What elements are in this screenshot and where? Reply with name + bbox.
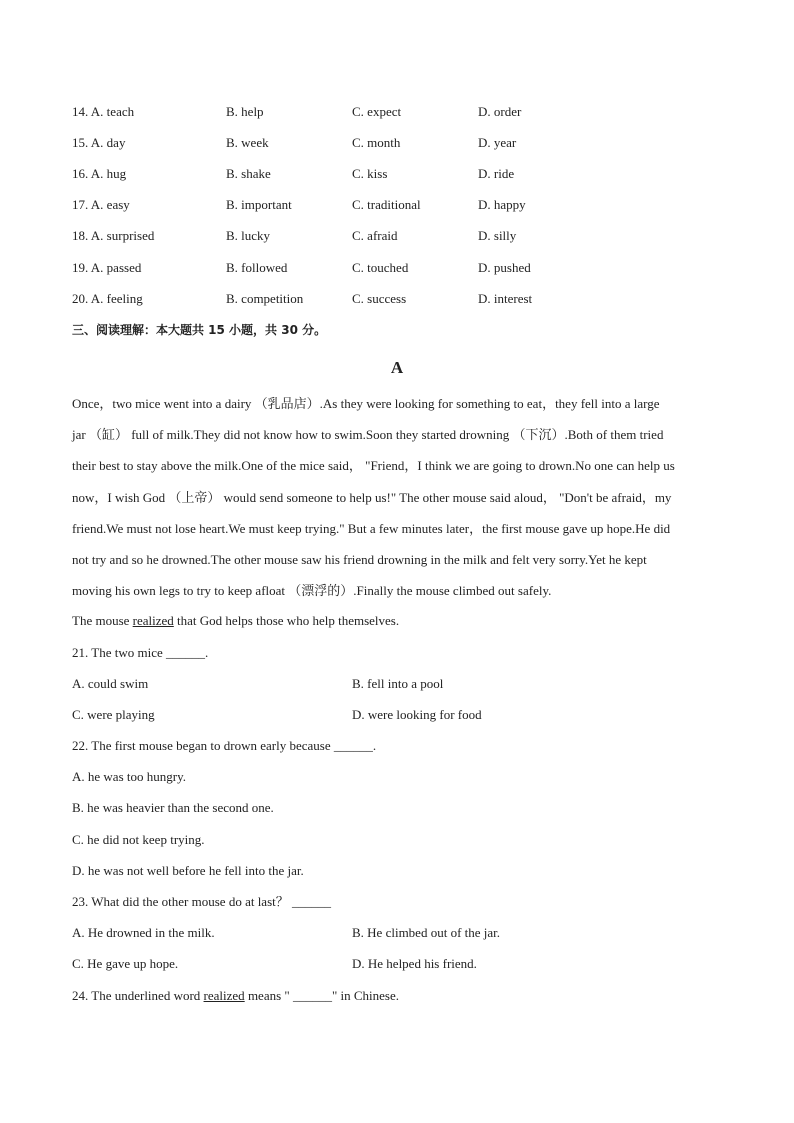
- option-c: C. He gave up hope.: [72, 956, 179, 971]
- passage-line: now，I wish God （上帝） would send someone to help us!" The other mouse said aloud， "Don't be afraid，my: [72, 489, 672, 505]
- question-21-stem: 21. The two mice ______.: [72, 645, 209, 660]
- question-23-stem: 23. What did the other mouse do at last？ ______: [72, 894, 331, 909]
- passage-body: [72, 388, 724, 606]
- underlined-word: realized: [132, 613, 174, 628]
- question-24-stem: 24. The underlined word realized means " ______" in Chinese.: [72, 988, 400, 1003]
- section-heading: 三、阅读理解：本大题共 15 小题，共 30 分。: [72, 323, 327, 337]
- option-a: 18. A. surprised: [72, 228, 155, 243]
- option-a: 16. A. hug: [72, 166, 127, 181]
- option-b: B. fell into a pool: [352, 676, 444, 691]
- option-c: C. he did not keep trying.: [72, 832, 205, 847]
- passage-line: moving his own legs to try to keep afloat （漂浮的）.Finally the mouse climbed out safely.: [72, 583, 552, 599]
- passage-line: friend.We must not lose heart.We must keep trying." But a few minutes later，the first mouse gave up hope.He did: [72, 520, 671, 536]
- option-d: D. He helped his friend.: [352, 956, 477, 971]
- option-c: C. expect: [352, 104, 402, 119]
- option-a: 20. A. feeling: [72, 291, 143, 306]
- option-d: D. pushed: [478, 260, 531, 275]
- option-a: 15. A. day: [72, 135, 126, 150]
- option-b: B. shake: [226, 166, 271, 181]
- option-a: 14. A. teach: [72, 104, 135, 119]
- option-c: C. kiss: [352, 166, 388, 181]
- passage-line: jar （缸） full of milk.They did not know how to swim.Soon they started drowning （下沉）.Both of them tried: [72, 427, 664, 443]
- option-d: D. ride: [478, 166, 515, 181]
- option-c: C. touched: [352, 260, 409, 275]
- option-c: C. afraid: [352, 228, 398, 243]
- option-b: B. competition: [226, 291, 304, 306]
- option-d: D. year: [478, 135, 517, 150]
- option-a: 17. A. easy: [72, 197, 130, 212]
- option-d: D. happy: [478, 197, 526, 212]
- option-c: C. traditional: [352, 197, 421, 212]
- option-c: C. month: [352, 135, 401, 150]
- option-c: C. success: [352, 291, 407, 306]
- option-c: C. were playing: [72, 707, 155, 722]
- option-d: D. interest: [478, 291, 533, 306]
- passage-line: Once，two mice went into a dairy （乳品店）.As they were looking for something to eat，they fell into a large: [72, 396, 660, 411]
- option-a: 19. A. passed: [72, 260, 142, 275]
- option-b: B. important: [226, 197, 292, 212]
- option-d: D. he was not well before he fell into the jar.: [72, 863, 304, 878]
- option-a: A. could swim: [72, 676, 149, 691]
- passage-line: their best to stay above the milk.One of the mice said， "Friend，I think we are going to drown.No one can help us: [72, 458, 675, 474]
- question-22-stem: 22. The first mouse began to drown early because ______.: [72, 738, 377, 753]
- option-b: B. week: [226, 135, 269, 150]
- option-d: D. silly: [478, 228, 517, 243]
- option-a: A. he was too hungry.: [72, 769, 186, 784]
- option-b: B. help: [226, 104, 264, 119]
- option-d: D. were looking for food: [352, 707, 482, 722]
- passage-conclusion: The mouse realized that God helps those who help themselves.: [72, 613, 400, 628]
- option-b: B. he was heavier than the second one.: [72, 800, 274, 815]
- passage-line: not try and so he drowned.The other mouse saw his friend drowning in the milk and felt very sorry.Yet he kept: [72, 552, 647, 568]
- underlined-word: realized: [203, 988, 245, 1003]
- option-b: B. followed: [226, 260, 288, 275]
- option-b: B. lucky: [226, 228, 271, 243]
- option-d: D. order: [478, 104, 522, 119]
- option-b: B. He climbed out of the jar.: [352, 925, 501, 940]
- passage-title: A: [390, 358, 404, 377]
- option-a: A. He drowned in the milk.: [72, 925, 215, 940]
